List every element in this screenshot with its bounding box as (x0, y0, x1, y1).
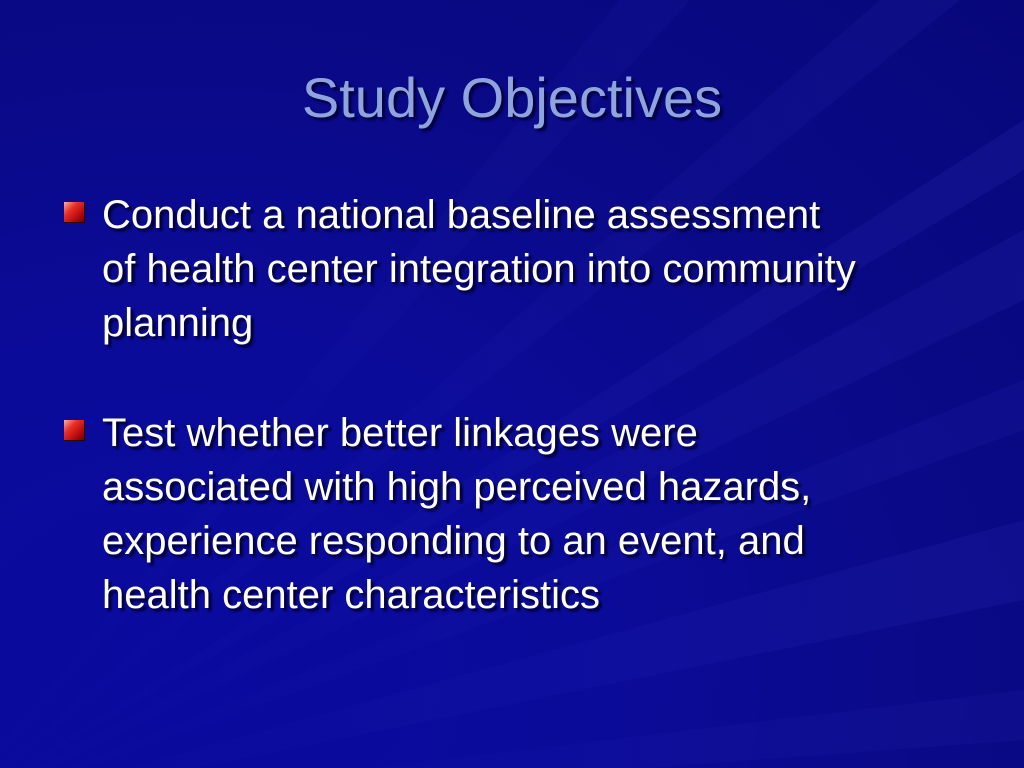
bullet-line: Conduct a national baseline assessment (102, 193, 821, 237)
bullet-line: health center characteristics (102, 573, 601, 617)
bullet-line: associated with high perceived hazards, (102, 465, 812, 509)
bullet-line: Test whether better linkages were (102, 411, 698, 455)
red-square-bullet-icon (64, 202, 84, 222)
bullet-text (102, 406, 984, 622)
slide-title: Study Objectives (301, 66, 723, 129)
red-square-bullet-icon (64, 420, 84, 440)
bullet-line: experience responding to an event, and (102, 519, 805, 563)
bullet-line: of health center integration into community (102, 247, 856, 291)
bullet-item (64, 188, 984, 350)
bullet-item (64, 406, 984, 622)
bullet-text (102, 188, 984, 350)
bullet-list (64, 188, 984, 678)
bullet-line: planning (102, 301, 254, 345)
